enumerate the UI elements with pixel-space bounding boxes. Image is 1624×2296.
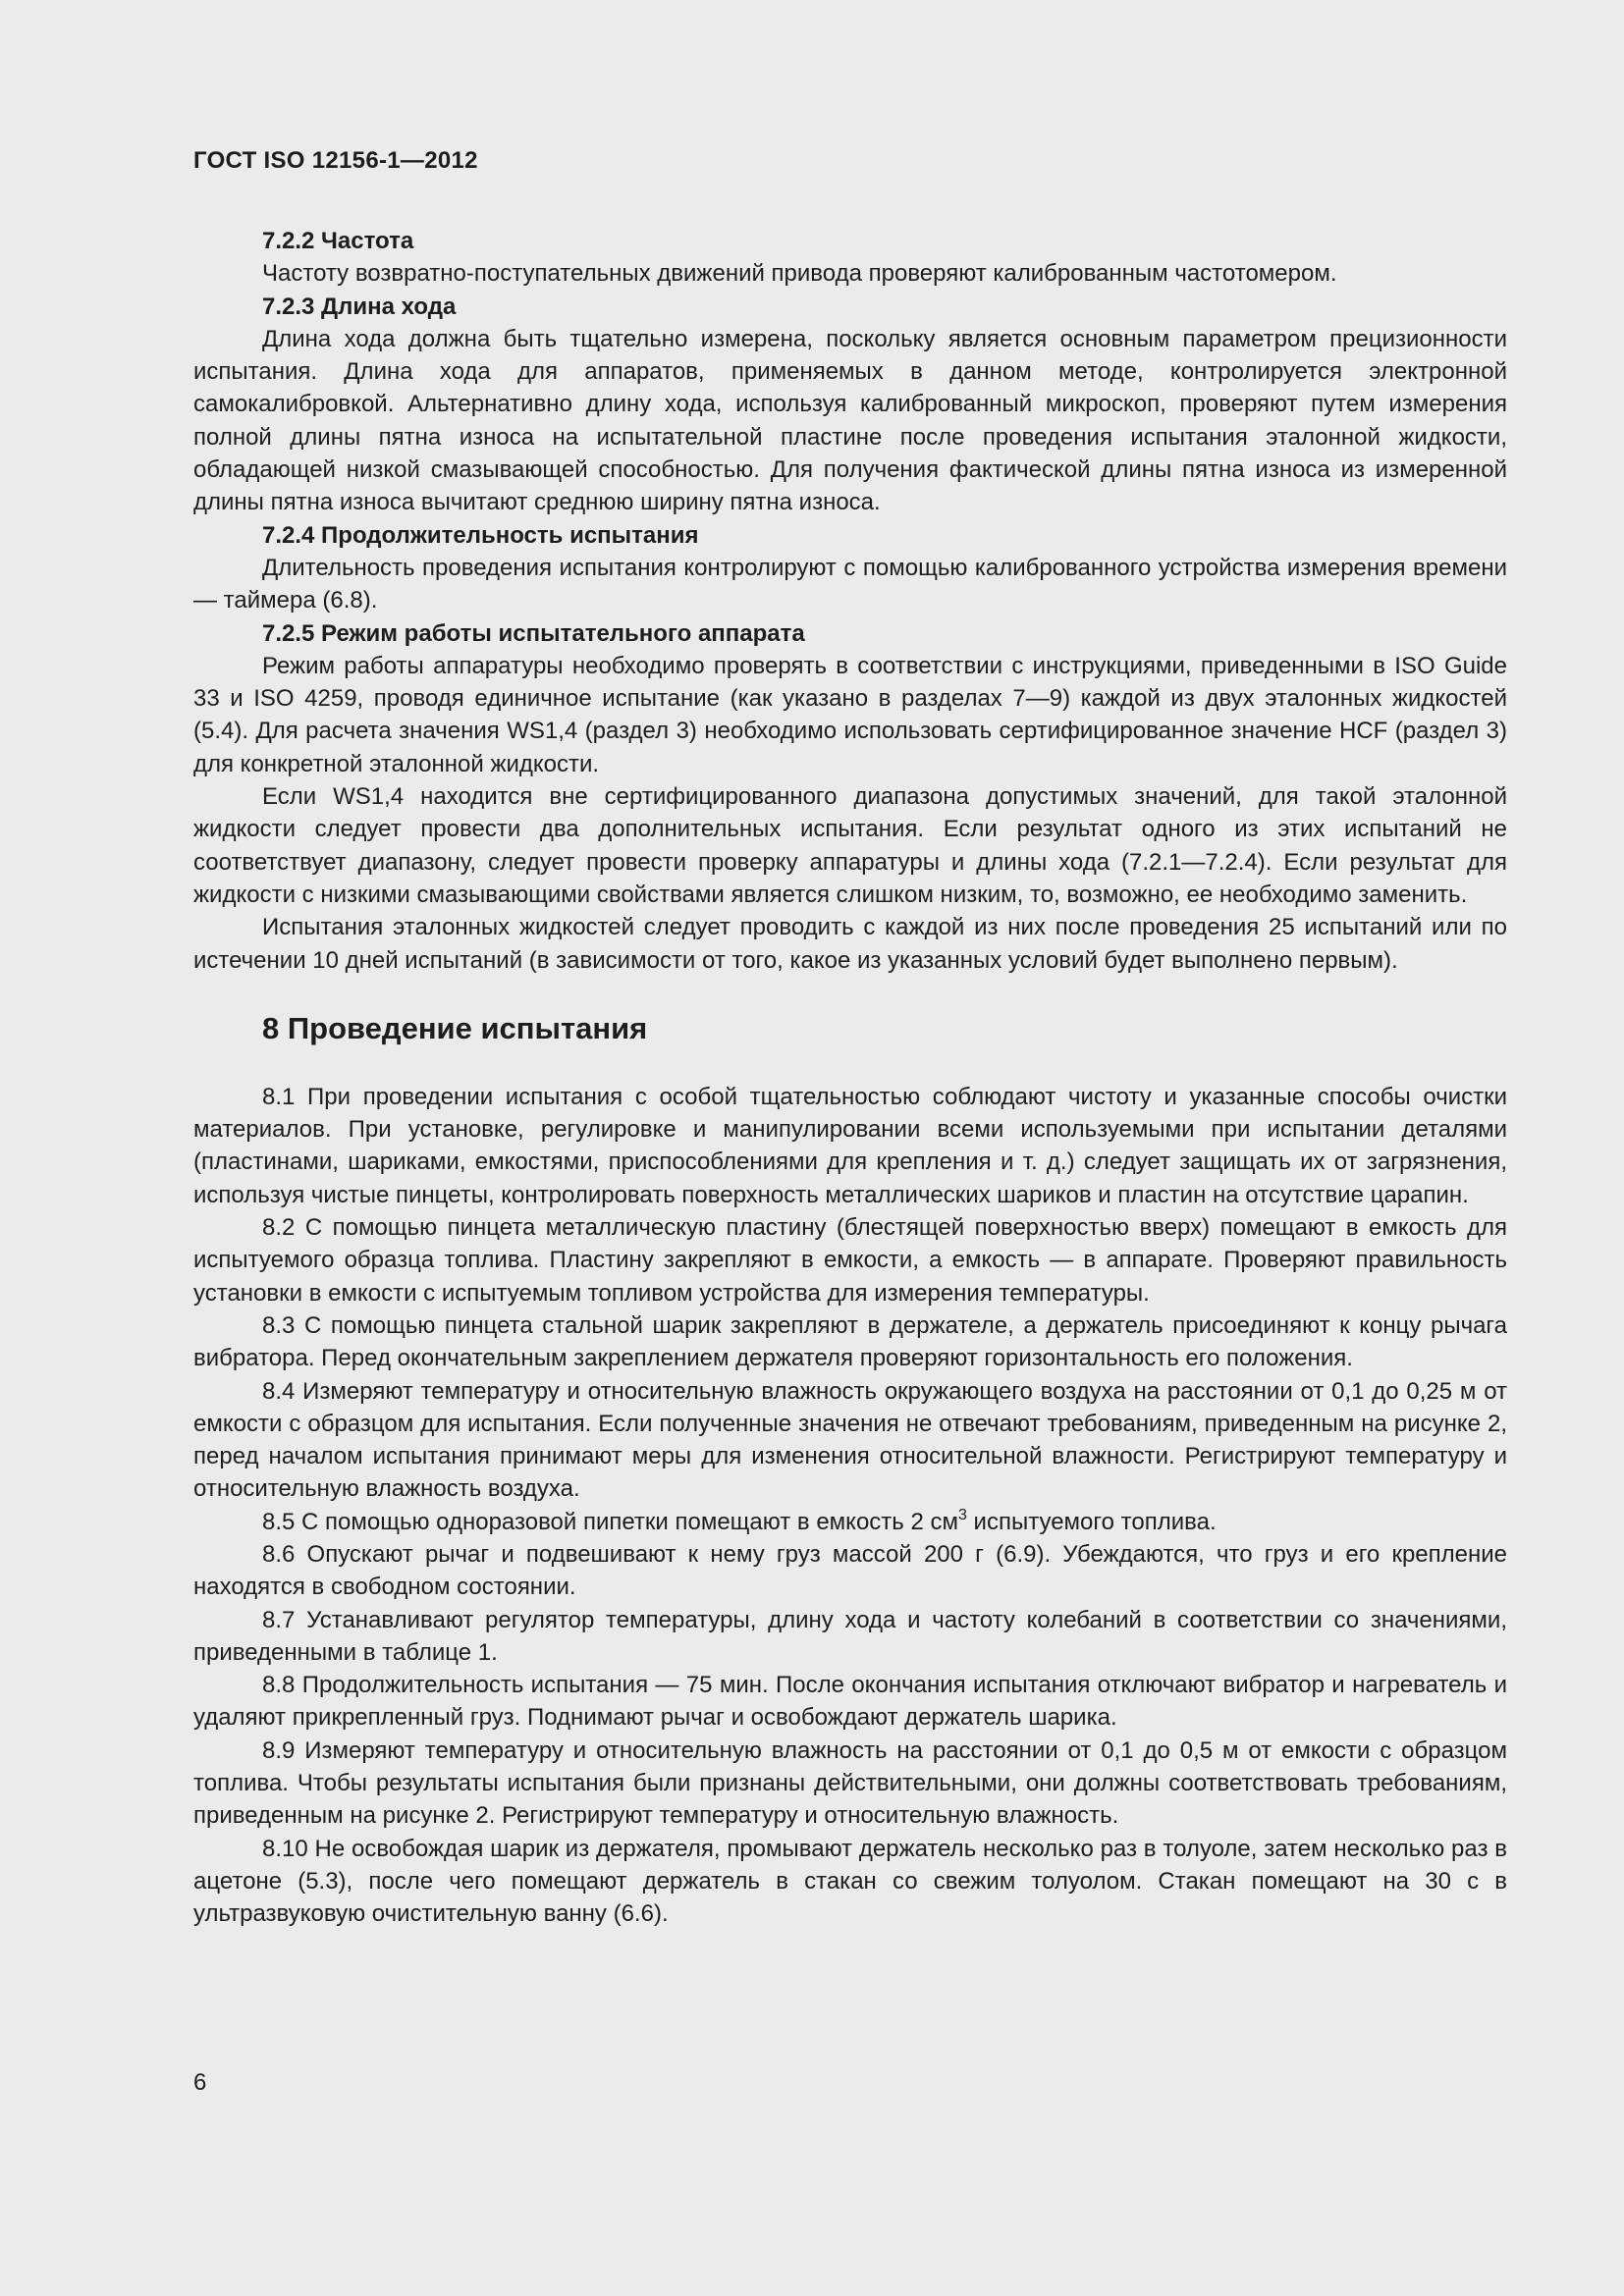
section-7-2-5-paragraph-2: Если WS1,4 находится вне сертифицированного диапазона допустимых значений, для такой эталонной жидкости следует провести два дополнительных испытания. Если результат одного из этих испытаний не соответствует диапазону, следует провести проверку аппаратуры и длины хода (7.2.1—7.2.4). Если результат для жидкости с низкими смазывающими свойствами является слишком низким, то, возможно, ее необходимо заменить. [193,783,1507,908]
clause-8-2: 8.2 С помощью пинцета металлическую пластину (блестящей поверхностью вверх) помещают в емкость для испытуемого образца топлива. Пластину закрепляют в емкости, а емкость — в аппарате. Проверяют правильность установки в емкости с испытуемым топливом устройства для измерения температуры. [193,1214,1507,1307]
clause-8-5 [193,1506,1507,1538]
clause-8-10: 8.10 Не освобождая шарик из держателя, промывают держатель несколько раз в толуоле, затем несколько раз в ацетоне (5.3), после чего помещают держатель в стакан со свежим толуолом. Стакан помещают на 30 с в ультразвуковую очистительную ванну (6.6). [193,1835,1507,1928]
section-7-2-2-paragraph: Частоту возвратно-поступательных движений привода проверяют калиброванным частотомером. [262,260,1337,288]
clause-8-9: 8.9 Измеряют температуру и относительную влажность на расстоянии от 0,1 до 0,5 м от емкости с образцом топлива. Чтобы результаты испытания были признаны действительными, они должны соответствовать требованиям, приведенным на рисунке 2. Регистрируют температуру и относительную влажность. [193,1736,1507,1830]
section-7-2-5-heading: 7.2.5 Режим работы испытательного аппарата [262,619,805,647]
page-number: 6 [193,2069,207,2096]
section-7-2-4-paragraph: Длительность проведения испытания контролируют с помощью калиброванного устройства измерения времени — таймера (6.8). [193,554,1507,614]
clause-8-5-text-start: 8.5 С помощью одноразовой пипетки помещают в емкость 2 см [262,1508,958,1535]
section-7-2-3-paragraph: Длина хода должна быть тщательно измерена, поскольку является основным параметром прецизионности испытания. Длина хода для аппаратов, применяемых в данном методе, контролируется электронной самокалибровкой. Альтернативно длину хода, используя калиброванный микроскоп, проверяют путем измерения полной длины пятна износа на испытательной пластине после проведения испытания эталонной жидкости, обладающей низкой смазывающей способностью. Для получения фактической длины пятна износа из измеренной длины пятна износа вычитают среднюю ширину пятна износа. [193,325,1507,516]
section-7-2-2-heading: 7.2.2 Частота [262,228,414,254]
clause-8-8: 8.8 Продолжительность испытания — 75 мин. После окончания испытания отключают вибратор и нагреватель и удаляют прикрепленный груз. Поднимают рычаг и освобождают держатель шарика. [193,1672,1507,1732]
clause-8-1: 8.1 При проведении испытания с особой тщательностью соблюдают чистоту и указанные способы очистки материалов. При установке, регулировке и манипулировании всеми используемыми при испытании деталями (пластинами, шариками, емкостями, приспособлениями для крепления и т. д.) следует защищать их от загрязнения, используя чистые пинцеты, контролировать поверхность металлических шариков и пластин на отсутствие царапин. [193,1083,1507,1208]
section-7-2-5-paragraph-3: Испытания эталонных жидкостей следует проводить с каждой из них после проведения 25 испытаний или по истечении 10 дней испытаний (в зависимости от того, какое из указанных условий будет выполнено первым). [193,914,1507,974]
document-body [193,225,1507,1931]
section-7-2-4-heading: 7.2.4 Продолжительность испытания [262,521,699,549]
clause-8-5-superscript: 3 [957,1506,967,1523]
section-7-2-5-paragraph-1: Режим работы аппаратуры необходимо проверять в соответствии с инструкциями, приведенными в ISO Guide 33 и ISO 4259, проводя единичное испытание (как указано в разделах 7—9) каждой из двух эталонных жидкостей (5.4). Для расчета значения WS1,4 (раздел 3) необходимо использовать сертифицированное значение HCF (раздел 3) для конкретной эталонной жидкости. [193,652,1507,777]
section-7-2-3-heading: 7.2.3 Длина хода [262,293,457,320]
clause-8-3: 8.3 С помощью пинцета стальной шарик закрепляют в держателе, а держатель присоединяют к концу рычага вибратора. Перед окончательным закреплением держателя проверяют горизонтальность его положения. [193,1311,1507,1372]
standard-designation: ГОСТ ISO 12156-1—2012 [193,147,478,174]
clause-8-7: 8.7 Устанавливают регулятор температуры, длину хода и частоту колебаний в соответствии со значениями, приведенными в таблице 1. [193,1606,1507,1666]
section-8-heading: 8 Проведение испытания [262,1010,648,1045]
clause-8-4: 8.4 Измеряют температуру и относительную влажность окружающего воздуха на расстоянии от 0,1 до 0,25 м от емкости с образцом для испытания. Если полученные значения не отвечают требованиям, приведенным на рисунке 2, перед началом испытания принимают меры для изменения относительной влажности. Регистрируют температуру и относительную влажность воздуха. [193,1377,1507,1503]
clause-8-6: 8.6 Опускают рычаг и подвешивают к нему груз массой 200 г (6.9). Убеждаются, что груз и его крепление находятся в свободном состоянии. [193,1540,1507,1601]
clause-8-5-text-end: испытуемого топлива. [966,1508,1217,1535]
